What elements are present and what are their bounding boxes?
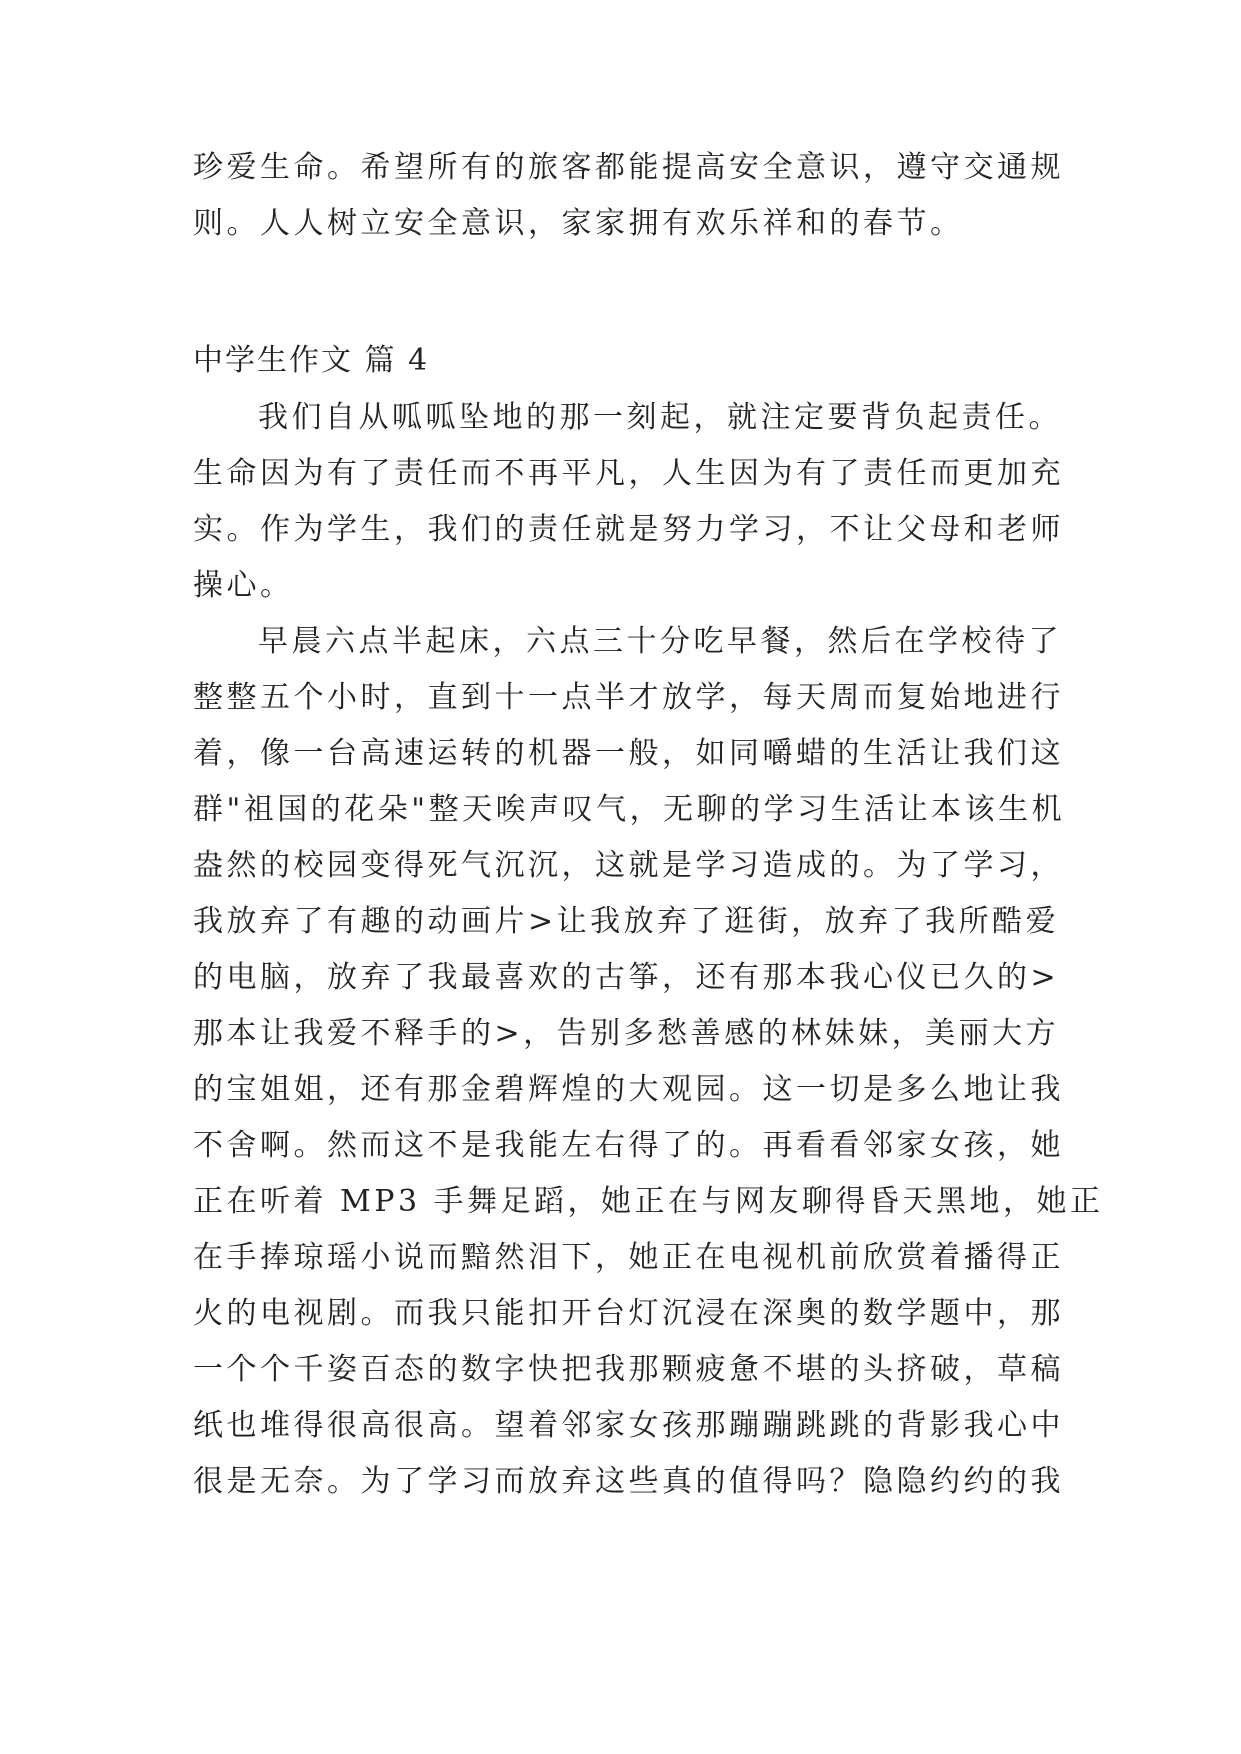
text-line: 生命因为有了责任而不再平凡，人生因为有了责任而更加充 [193, 456, 1064, 491]
text-line: 的电脑，放弃了我最喜欢的古筝，还有那本我心仪已久的> [193, 960, 1060, 995]
text-line: 群"祖国的花朵"整天唉声叹气，无聊的学习生活让本该生机 [193, 792, 1066, 827]
paragraph-first-line: 早晨六点半起床，六点三十分吃早餐，然后在学校待了 [258, 624, 1062, 659]
text-line: 盎然的校园变得死气沉沉，这就是学习造成的。为了学习， [193, 848, 1064, 883]
text-line: 着，像一台高速运转的机器一般，如同嚼蜡的生活让我们这 [193, 736, 1064, 771]
text-line: 正在听着 MP3 手舞足蹈，她正在与网友聊得昏天黑地，她正 [193, 1184, 1104, 1219]
text-line: 很是无奈。为了学习而放弃这些真的值得吗？隐隐约约的我 [193, 1464, 1064, 1499]
text-line: 我放弃了有趣的动画片>让我放弃了逛街，放弃了我所酷爱 [193, 904, 1060, 939]
text-line: 在手捧琼瑶小说而黯然泪下，她正在电视机前欣赏着播得正 [193, 1240, 1064, 1275]
text-line: 火的电视剧。而我只能扣开台灯沉浸在深奥的数学题中，那 [193, 1296, 1064, 1331]
paragraph-first-line: 我们自从呱呱坠地的那一刻起，就注定要背负起责任。 [258, 400, 1062, 435]
text-line: 操心。 [193, 568, 294, 603]
text-line: 实。作为学生，我们的责任就是努力学习，不让父母和老师 [193, 512, 1064, 547]
text-line: 珍爱生命。希望所有的旅客都能提高安全意识，遵守交通规 [193, 150, 1064, 185]
text-line: 纸也堆得很高很高。望着邻家女孩那蹦蹦跳跳的背影我心中 [193, 1408, 1064, 1443]
text-line: 一个个千姿百态的数字快把我那颗疲惫不堪的头挤破，草稿 [193, 1352, 1064, 1387]
text-line: 不舍啊。然而这不是我能左右得了的。再看看邻家女孩，她 [193, 1128, 1064, 1163]
text-line: 那本让我爱不释手的>，告别多愁善感的林妹妹，美丽大方 [193, 1016, 1060, 1051]
section-heading: 中学生作文 篇 4 [193, 343, 430, 378]
text-line: 的宝姐姐，还有那金碧辉煌的大观园。这一切是多么地让我 [193, 1072, 1064, 1107]
text-line: 整整五个小时，直到十一点半才放学，每天周而复始地进行 [193, 680, 1064, 715]
text-line: 则。人人树立安全意识，家家拥有欢乐祥和的春节。 [193, 206, 964, 241]
